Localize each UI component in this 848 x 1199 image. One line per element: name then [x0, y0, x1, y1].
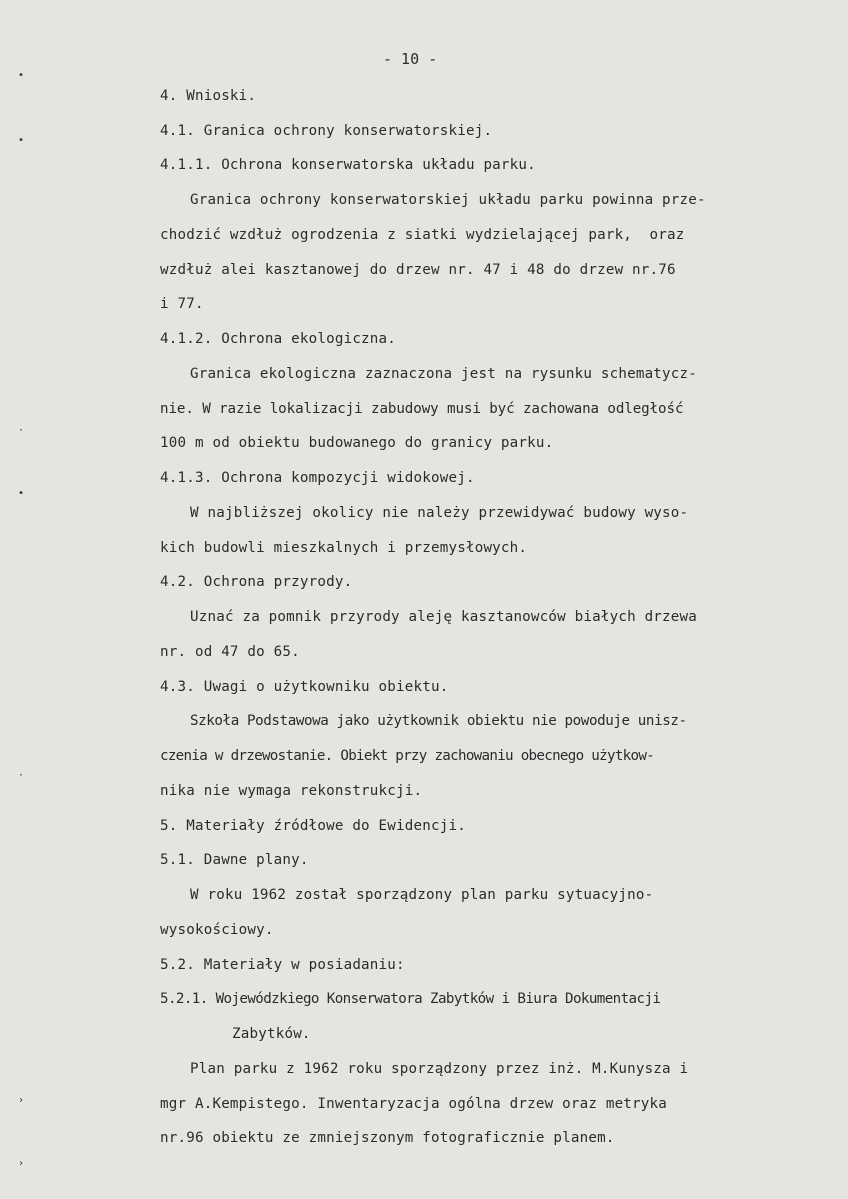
heading-4-2: 4.2. Ochrona przyrody.: [160, 574, 353, 590]
heading-5: 5. Materiały źródłowe do Ewidencji.: [160, 818, 466, 834]
paragraph-line: nr.96 obiektu ze zmniejszonym fotograficznie planem.: [160, 1130, 615, 1146]
scan-mark: •: [18, 70, 25, 81]
paragraph-line: wzdłuż alei kasztanowej do drzew nr. 47 i 48 do drzew nr.76: [160, 262, 676, 278]
paragraph-line: W najbliższej okolicy nie należy przewidywać budowy wyso-: [190, 505, 689, 521]
heading-5-2: 5.2. Materiały w posiadaniu:: [160, 957, 405, 973]
heading-5-2-1: 5.2.1. Wojewódzkiego Konserwatora Zabytków i Biura Dokumentacji: [160, 991, 661, 1007]
paragraph-line: W roku 1962 został sporządzony plan parku sytuacyjno-: [190, 887, 654, 903]
paragraph-line: chodzić wzdłuż ogrodzenia z siatki wydzielającej park, oraz: [160, 227, 685, 243]
heading-4-1-1: 4.1.1. Ochrona konserwatorska układu parku.: [160, 157, 536, 173]
heading-5-1: 5.1. Dawne plany.: [160, 852, 309, 868]
page-number: - 10 -: [383, 50, 438, 68]
paragraph-line: czenia w drzewostanie. Obiekt przy zachowaniu obecnego użytkow-: [160, 748, 655, 764]
scan-mark: •: [18, 488, 25, 499]
paragraph-line: 100 m od obiektu budowanego do granicy parku.: [160, 435, 554, 451]
paragraph-line: nr. od 47 do 65.: [160, 644, 300, 660]
paragraph-line: Granica ochrony konserwatorskiej układu parku powinna prze-: [190, 192, 706, 208]
paragraph-line: kich budowli mieszkalnych i przemysłowych.: [160, 540, 528, 556]
paragraph-line: mgr A.Kempistego. Inwentaryzacja ogólna drzew oraz metryka: [160, 1096, 668, 1112]
paragraph-line: Granica ekologiczna zaznaczona jest na rysunku schematycz-: [190, 366, 698, 382]
scan-mark: ›: [18, 1095, 25, 1106]
heading-5-2-1-cont: Zabytków.: [232, 1026, 311, 1042]
paragraph-line: Szkoła Podstawowa jako użytkownik obiektu nie powoduje unisz-: [190, 713, 687, 729]
paragraph-line: Plan parku z 1962 roku sporządzony przez inż. M.Kunysza i: [190, 1061, 689, 1077]
paragraph-line: nika nie wymaga rekonstrukcji.: [160, 783, 423, 799]
paragraph-line: nie. W razie lokalizacji zabudowy musi być zachowana odległość: [160, 401, 684, 417]
heading-4-1: 4.1. Granica ochrony konserwatorskiej.: [160, 123, 493, 139]
paragraph-line: i 77.: [160, 296, 204, 312]
scan-mark: •: [18, 135, 25, 146]
heading-4-1-2: 4.1.2. Ochrona ekologiczna.: [160, 331, 397, 347]
paragraph-line: wysokościowy.: [160, 922, 274, 938]
scan-mark: ·: [18, 425, 25, 436]
heading-4-1-3: 4.1.3. Ochrona kompozycji widokowej.: [160, 470, 475, 486]
paragraph-line: Uznać za pomnik przyrody aleję kasztanowców białych drzewa: [190, 609, 698, 625]
heading-4: 4. Wnioski.: [160, 88, 257, 104]
heading-4-3: 4.3. Uwagi o użytkowniku obiektu.: [160, 679, 449, 695]
scan-mark: ›: [18, 1158, 25, 1169]
scan-mark: ·: [18, 770, 25, 781]
